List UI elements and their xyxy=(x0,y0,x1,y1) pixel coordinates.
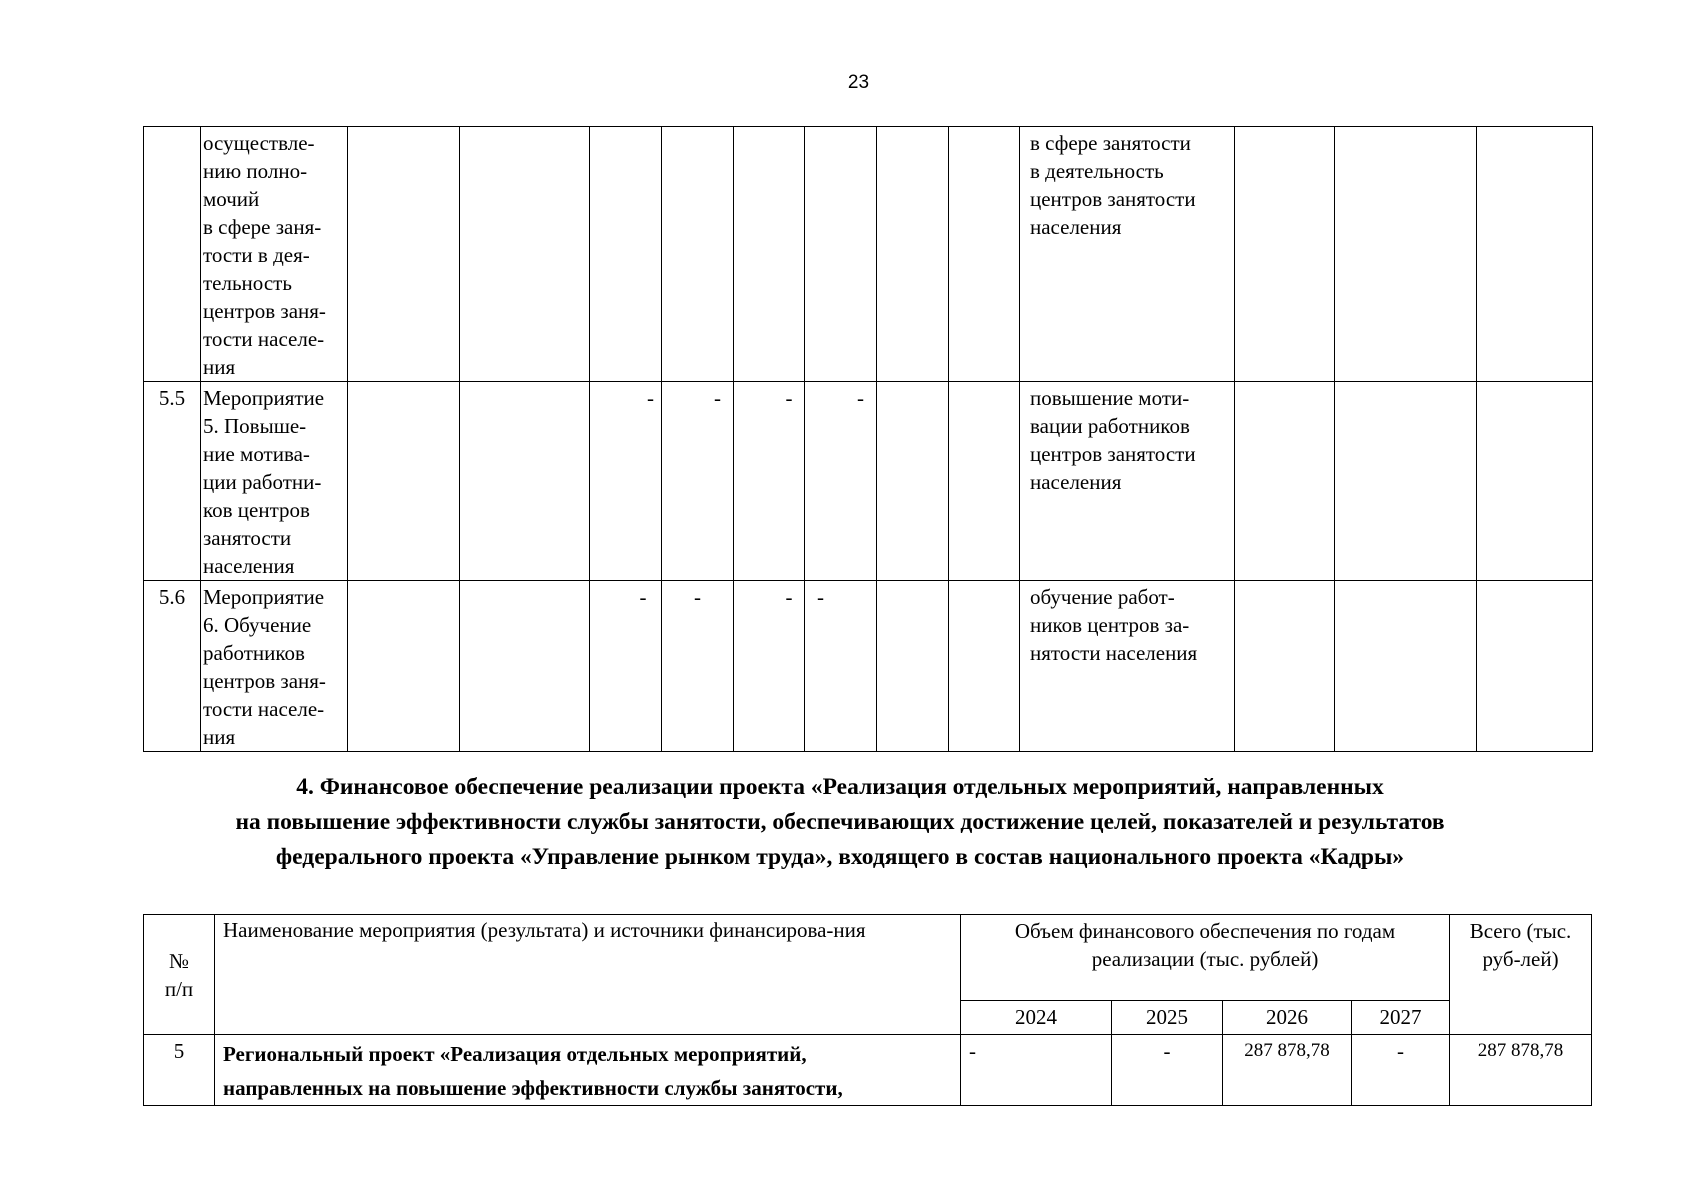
value-2024: - xyxy=(961,1035,1112,1106)
row-number xyxy=(144,127,201,382)
dash-cell: - xyxy=(734,581,805,752)
header-total: Всего (тыс. руб-лей) xyxy=(1450,915,1592,1035)
header-year: 2025 xyxy=(1112,1001,1223,1035)
activity-result: в сфере занятости в деятельность центров занятости населения xyxy=(1020,127,1235,382)
header-name: Наименование мероприятия (результата) и источники финансирова-ния xyxy=(215,915,961,1035)
header-volume: Объем финансового обеспечения по годам реализации (тыс. рублей) xyxy=(961,915,1450,1001)
value-2026: 287 878,78 xyxy=(1223,1035,1352,1106)
dash-cell: - xyxy=(590,382,662,581)
table-row xyxy=(144,581,1593,752)
activities-table xyxy=(143,126,1593,752)
dash-cell: - xyxy=(662,382,734,581)
header-year: 2026 xyxy=(1223,1001,1352,1035)
table-row xyxy=(144,127,1593,382)
dash-cell: - xyxy=(662,581,734,752)
dash-cell: - xyxy=(734,382,805,581)
row-number: 5 xyxy=(144,1035,215,1106)
section-heading: 4. Финансовое обеспечение реализации проекта «Реализация отдельных мероприятий, направленных на повышение эффективности службы занятости, обеспечивающих достижение целей, показателей и результатов федерального проекта «Управление рынком труда», входящего в состав национального проекта «Кадры» xyxy=(235,774,1445,870)
value-2027: - xyxy=(1352,1035,1450,1106)
page-number: 23 xyxy=(847,72,870,93)
project-name: Региональный проект «Реализация отдельных мероприятий, направленных на повышение эффективности службы занятости, xyxy=(215,1035,961,1106)
row-number: 5.6 xyxy=(144,581,201,752)
dash-cell: - xyxy=(805,581,877,752)
dash-cell: - xyxy=(590,581,662,752)
value-2025: - xyxy=(1112,1035,1223,1106)
header-year: 2024 xyxy=(961,1001,1112,1035)
table-row xyxy=(144,1035,1592,1106)
activity-name: Мероприятие 5. Повыше- ние мотива- ции работни- ков центров занятости населения xyxy=(201,382,348,581)
header-num: № п/п xyxy=(144,915,215,1035)
activity-name: Мероприятие 6. Обучение работников центров заня- тости населе- ния xyxy=(201,581,348,752)
activity-result: повышение моти- вации работников центров занятости населения xyxy=(1020,382,1235,581)
header-year: 2027 xyxy=(1352,1001,1450,1035)
financing-table xyxy=(143,914,1592,1106)
activity-name: осуществле- нию полно- мочий в сфере заня- тости в дея- тельность центров заня- тости населе- ния xyxy=(201,127,348,382)
table-header-row xyxy=(144,915,1592,1001)
value-total: 287 878,78 xyxy=(1450,1035,1592,1106)
activity-result: обучение работ- ников центров за- нятости населения xyxy=(1020,581,1235,752)
table-row xyxy=(144,382,1593,581)
dash-cell: - xyxy=(805,382,877,581)
row-number: 5.5 xyxy=(144,382,201,581)
